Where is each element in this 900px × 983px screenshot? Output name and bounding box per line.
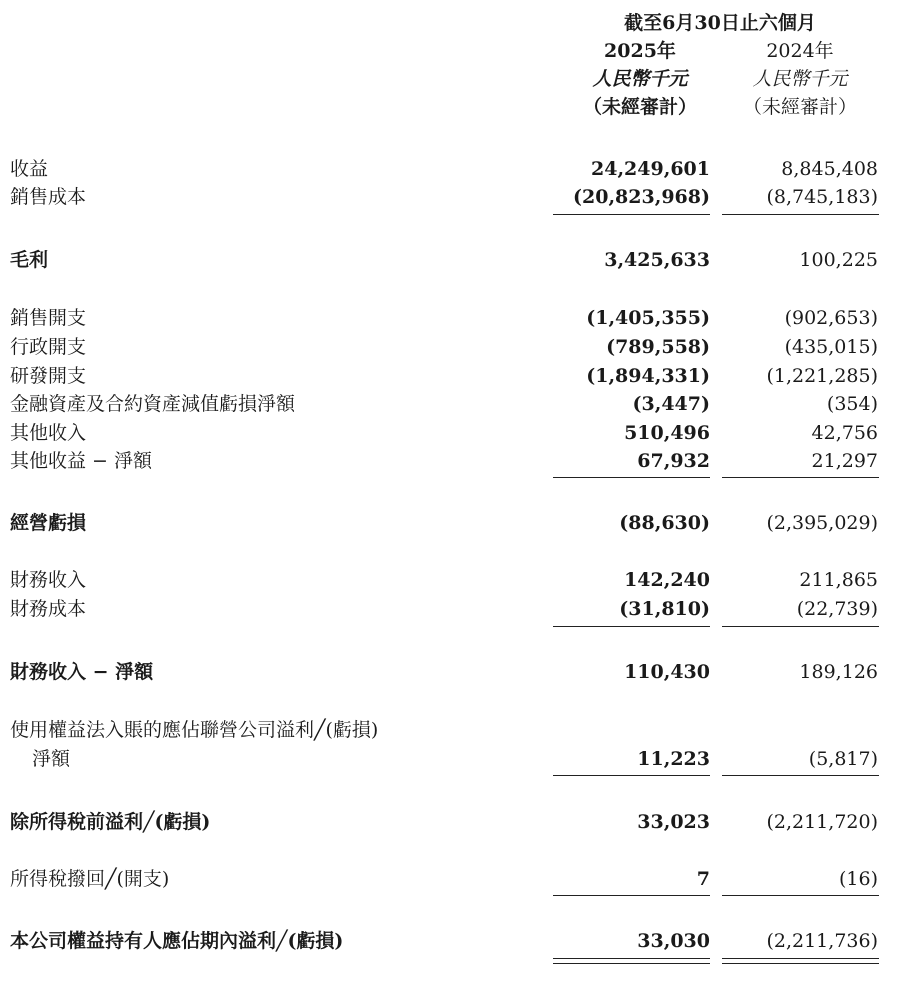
row-value-2024-income-tax: (16) xyxy=(838,868,878,890)
row-label-gross-profit: 毛利 xyxy=(10,249,49,271)
row-value-2025-other-gains-net: 67,932 xyxy=(637,450,710,472)
row-value-2025-revenue: 24,249,601 xyxy=(591,158,710,180)
rule-2024 xyxy=(722,895,879,896)
row-value-2024-finance-income: 211,865 xyxy=(799,569,878,591)
period-header: 截至6月30日止六個月 xyxy=(624,12,816,34)
row-value-2024-finance-costs: (22,739) xyxy=(796,598,878,620)
double-rule-top-2025 xyxy=(553,958,710,959)
row-value-2025-impairment-losses: (3,447) xyxy=(632,393,710,415)
row-value-2025-income-tax: 7 xyxy=(696,868,710,890)
col-2024-unit: 人民幣千元 xyxy=(752,68,848,90)
row-value-2025-profit-before-tax: 33,023 xyxy=(637,811,710,833)
row-value-2024-gross-profit: 100,225 xyxy=(799,249,878,271)
rule-2025 xyxy=(553,214,710,215)
row-label-operating-loss: 經營虧損 xyxy=(10,512,87,534)
rule-2024 xyxy=(722,775,879,776)
row-value-2024-admin-expenses: (435,015) xyxy=(784,336,878,358)
row-label-income-tax: 所得稅撥回╱(開支) xyxy=(10,868,170,890)
row-value-2025-rnd-expenses: (1,894,331) xyxy=(586,365,710,387)
rule-2025 xyxy=(553,775,710,776)
row-value-2025-operating-loss: (88,630) xyxy=(619,512,710,534)
row-value-2024-share-of-associates: (5,817) xyxy=(808,748,878,770)
col-2024-note: （未經審計） xyxy=(742,96,857,118)
row-label-cost-of-sales: 銷售成本 xyxy=(10,186,87,208)
rule-2025 xyxy=(553,477,710,478)
rule-2025 xyxy=(553,626,710,627)
row-value-2025-finance-costs: (31,810) xyxy=(619,598,710,620)
row-value-2025-admin-expenses: (789,558) xyxy=(606,336,710,358)
rule-2024 xyxy=(722,626,879,627)
row-value-2024-other-gains-net: 21,297 xyxy=(811,450,878,472)
row-label-admin-expenses: 行政開支 xyxy=(10,336,87,358)
row-label-impairment-losses: 金融資產及合約資產減值虧損淨額 xyxy=(10,393,296,415)
row-label-rnd-expenses: 研發開支 xyxy=(10,365,87,387)
row-value-2025-finance-income-net: 110,430 xyxy=(624,661,710,683)
row-label-share-of-associates: 使用權益法入賬的應佔聯營公司溢利╱(虧損) xyxy=(10,719,379,741)
row-value-2024-revenue: 8,845,408 xyxy=(781,158,878,180)
row-value-2024-cost-of-sales: (8,745,183) xyxy=(766,186,878,208)
row-value-2025-gross-profit: 3,425,633 xyxy=(604,249,710,271)
rule-2025 xyxy=(553,895,710,896)
row-value-2025-profit-for-period: 33,030 xyxy=(637,930,710,952)
row-value-2025-selling-expenses: (1,405,355) xyxy=(586,307,710,329)
rule-2024 xyxy=(722,477,879,478)
row-value-2025-finance-income: 142,240 xyxy=(624,569,710,591)
row-value-2025-other-income: 510,496 xyxy=(624,422,710,444)
row-value-2024-finance-income-net: 189,126 xyxy=(799,661,878,683)
double-rule-top-2024 xyxy=(722,958,879,959)
row-label-finance-income: 財務收入 xyxy=(10,569,87,591)
col-2025-note: （未經審計） xyxy=(582,96,697,118)
row-label-profit-before-tax: 除所得稅前溢利╱(虧損) xyxy=(10,811,211,833)
row-label-finance-costs: 財務成本 xyxy=(10,598,87,620)
col-2025-unit: 人民幣千元 xyxy=(592,68,688,90)
row-label-share-of-associates-cont: 淨額 xyxy=(32,748,71,770)
row-label-profit-for-period: 本公司權益持有人應佔期內溢利╱(虧損) xyxy=(10,930,344,952)
row-label-revenue: 收益 xyxy=(10,158,49,180)
col-2024-year: 2024年 xyxy=(766,40,834,62)
row-value-2024-operating-loss: (2,395,029) xyxy=(766,512,878,534)
row-value-2024-other-income: 42,756 xyxy=(811,422,878,444)
row-label-selling-expenses: 銷售開支 xyxy=(10,307,87,329)
double-rule-bottom-2024 xyxy=(722,963,879,964)
row-value-2024-profit-before-tax: (2,211,720) xyxy=(766,811,878,833)
row-value-2024-profit-for-period: (2,211,736) xyxy=(766,930,878,952)
row-label-other-gains-net: 其他收益 − 淨額 xyxy=(10,450,152,472)
col-2025-year: 2025年 xyxy=(604,40,676,62)
row-value-2024-selling-expenses: (902,653) xyxy=(784,307,878,329)
double-rule-bottom-2025 xyxy=(553,963,710,964)
row-value-2025-cost-of-sales: (20,823,968) xyxy=(573,186,710,208)
row-value-2024-rnd-expenses: (1,221,285) xyxy=(766,365,878,387)
row-value-2025-share-of-associates: 11,223 xyxy=(637,748,710,770)
row-label-finance-income-net: 財務收入 − 淨額 xyxy=(10,661,154,683)
row-label-other-income: 其他收入 xyxy=(10,422,87,444)
rule-2024 xyxy=(722,214,879,215)
row-value-2024-impairment-losses: (354) xyxy=(826,393,878,415)
